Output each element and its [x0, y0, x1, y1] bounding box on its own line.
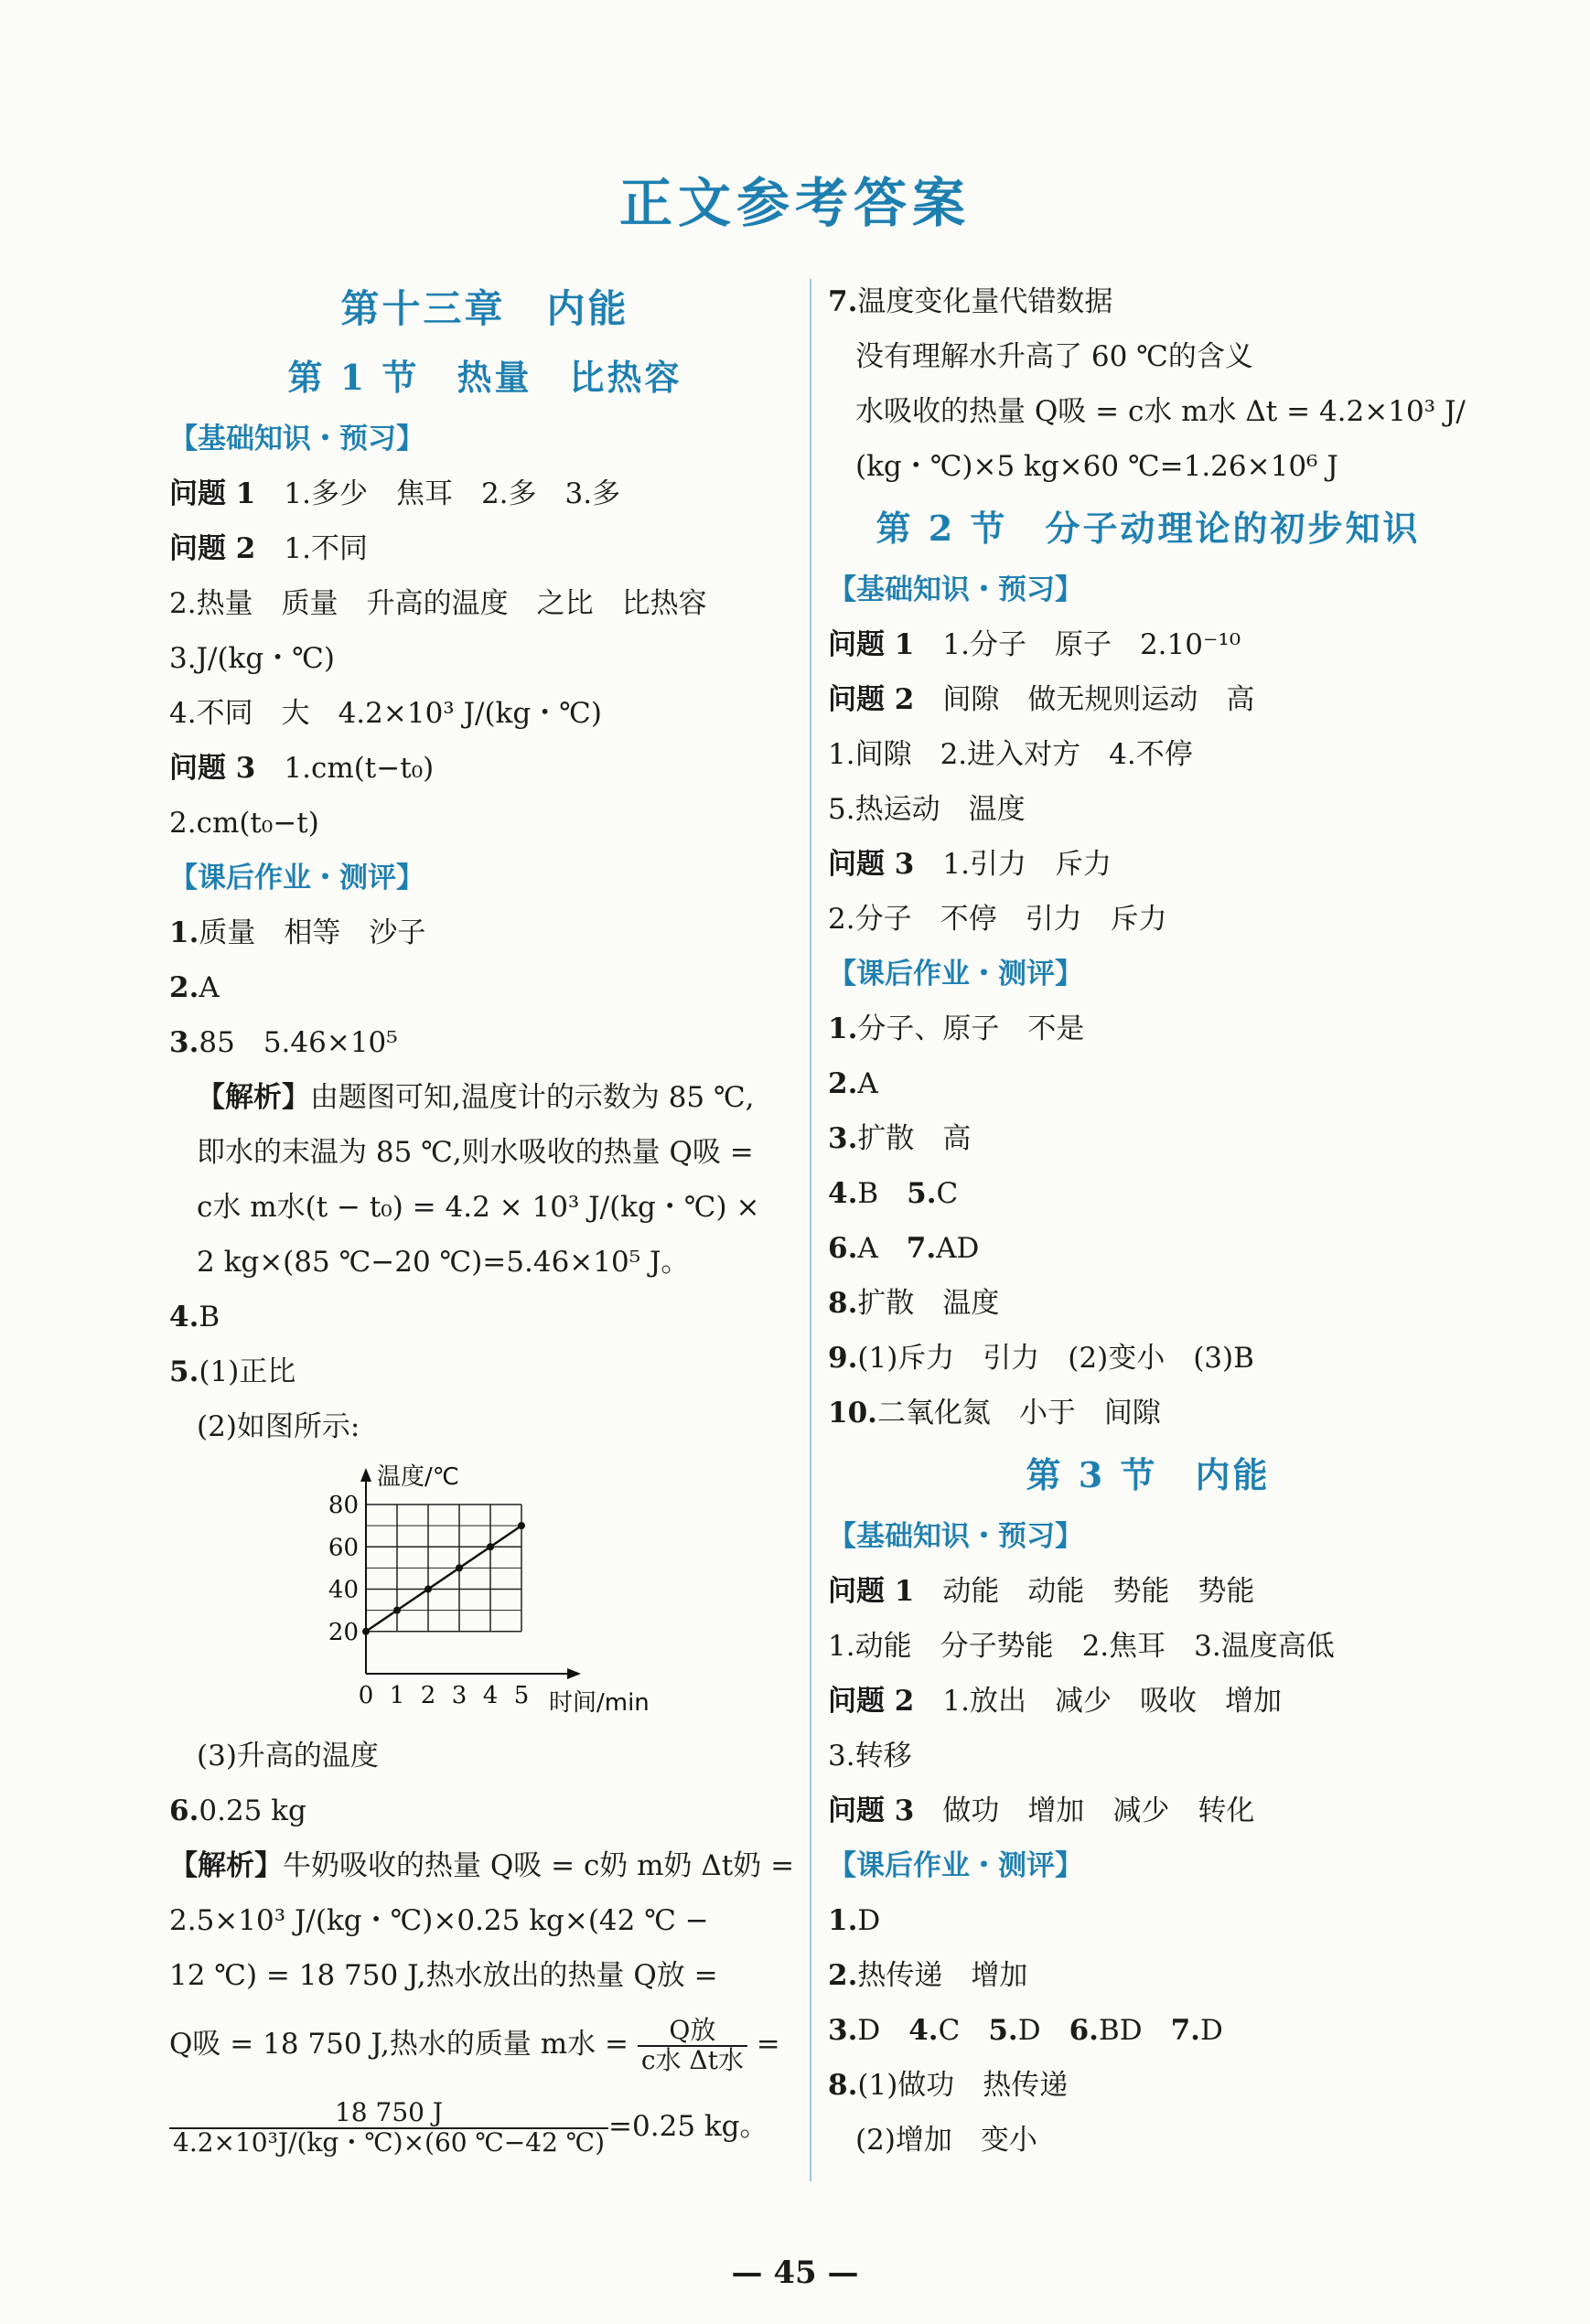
answer-text: B — [857, 1177, 879, 1210]
answer-number: 6. — [169, 1794, 199, 1827]
question-label: 问题 1 — [169, 477, 256, 510]
answer-number: 2. — [828, 1959, 858, 1992]
answer-line — [828, 1221, 1468, 1276]
answer-line: (2)增加 变小 — [855, 2124, 1037, 2157]
question-label: 问题 2 — [169, 532, 256, 565]
question-label: 问题 1 — [828, 1575, 915, 1608]
answer-line — [169, 1015, 800, 1070]
answer-number: 7. — [1170, 2014, 1200, 2047]
answer-line: 3.转移 — [828, 1740, 912, 1772]
answer-text: 间隙 做无规则运动 高 — [942, 683, 1255, 716]
answer-number: 1. — [828, 1012, 858, 1045]
answer-text: D — [1199, 2014, 1223, 2047]
equals-sign: = — [756, 2028, 780, 2061]
answer-line: 没有理解水升高了 60 ℃的含义 — [855, 340, 1253, 373]
answer-text: D — [1017, 2014, 1041, 2047]
section-title: 第 3 节 内能 — [1026, 1454, 1271, 1495]
series-line — [366, 1526, 521, 1632]
answer-text: B — [199, 1301, 220, 1333]
result-text: =0.25 kg。 — [608, 2110, 768, 2143]
explanation-label: 【解析】 — [197, 1081, 310, 1114]
answer-line — [169, 905, 800, 960]
answer-line — [828, 274, 1468, 329]
question-label: 问题 2 — [828, 683, 915, 716]
answer-line — [828, 1893, 1468, 1948]
answer-line: (3)升高的温度 — [197, 1740, 379, 1772]
temperature-chart — [169, 1454, 800, 1729]
answer-text: 1.放出 减少 吸收 增加 — [942, 1685, 1282, 1718]
fraction — [638, 2014, 747, 2075]
answer-number: 4. — [169, 1301, 199, 1333]
answer-text: C — [938, 2014, 961, 2047]
answer-line — [828, 1111, 1468, 1166]
answer-number: 5. — [988, 2014, 1018, 2047]
answer-number: 2. — [828, 1067, 858, 1100]
answer-line — [828, 2003, 1468, 2058]
answer-number: 4. — [828, 1177, 858, 1210]
answer-line: 1.间隙 2.进入对方 4.不停 — [828, 738, 1193, 771]
explanation-line: 2.5×10³ J/(kg・℃)×0.25 kg×(42 ℃ − — [169, 1904, 709, 1937]
question-label: 问题 2 — [828, 1685, 915, 1718]
answer-number: 3. — [828, 2014, 858, 2047]
answer-text: (1)做功 热传递 — [857, 2069, 1069, 2102]
answer-text: D — [857, 2014, 881, 2047]
answer-text: 热传递 增加 — [857, 1959, 1028, 1992]
chart-svg — [169, 1454, 800, 1729]
answer-text: BD — [1098, 2014, 1143, 2047]
answer-number: 6. — [828, 1232, 858, 1265]
y-axis-label: 温度/℃ — [377, 1463, 459, 1491]
explanation-line — [169, 1070, 800, 1125]
x-axis-label: 时间/min — [549, 1689, 650, 1717]
answer-line — [828, 837, 1468, 892]
answer-line — [828, 1948, 1468, 2003]
answer-line: 水吸收的热量 Q吸 = c水 m水 Δt = 4.2×10³ J/ — [855, 395, 1466, 428]
answer-line — [828, 1166, 1468, 1221]
answer-number: 7. — [906, 1232, 937, 1265]
left-column — [169, 274, 800, 2168]
answer-line — [169, 960, 800, 1015]
answer-text: 二氧化氮 小于 间隙 — [876, 1397, 1161, 1430]
basic-knowledge-tag: 【基础知识・预习】 — [828, 1520, 1083, 1553]
homework-tag: 【课后作业・测评】 — [169, 862, 424, 894]
column-divider — [810, 279, 811, 2181]
answer-text: 温度变化量代错数据 — [857, 285, 1113, 318]
answer-number: 1. — [169, 916, 199, 949]
basic-knowledge-tag: 【基础知识・预习】 — [828, 573, 1083, 606]
data-point — [487, 1543, 494, 1550]
data-point — [393, 1607, 401, 1614]
x-tick-label: 5 — [513, 1682, 530, 1709]
answer-text: 动能 动能 势能 势能 — [942, 1575, 1255, 1608]
x-tick-label: 2 — [420, 1682, 436, 1709]
answer-line: 5.热运动 温度 — [828, 793, 1026, 826]
answer-text: A — [199, 971, 220, 1004]
x-tick-label: 3 — [451, 1682, 467, 1709]
answer-line — [828, 1276, 1468, 1331]
y-tick-label: 20 — [328, 1618, 359, 1646]
answer-number: 9. — [828, 1342, 858, 1375]
answer-line — [828, 1386, 1468, 1440]
answer-line: (2)如图所示: — [197, 1410, 360, 1443]
explanation-line: 2 kg×(85 ℃−20 ℃)=5.46×10⁵ J。 — [197, 1246, 690, 1279]
explanation-label: 【解析】 — [169, 1849, 283, 1882]
right-column — [828, 274, 1468, 2168]
answer-line: 2.热量 质量 升高的温度 之比 比热容 — [169, 587, 707, 620]
answer-text: 85 5.46×10⁵ — [199, 1026, 398, 1059]
homework-tag: 【课后作业・测评】 — [828, 1849, 1083, 1882]
answer-text: 分子、原子 不是 — [857, 1012, 1085, 1045]
answer-text: 质量 相等 沙子 — [199, 916, 426, 949]
x-tick-label: 1 — [389, 1682, 405, 1709]
homework-tag: 【课后作业・测评】 — [828, 958, 1083, 991]
answer-line — [169, 466, 800, 521]
answer-text: AD — [936, 1232, 980, 1265]
answer-text: 1.引力 斥力 — [942, 848, 1112, 881]
answer-line — [169, 1344, 800, 1399]
answer-line — [828, 672, 1468, 727]
answer-text: 1.分子 原子 2.10⁻¹⁰ — [942, 628, 1241, 661]
answer-text: 做功 增加 减少 转化 — [942, 1794, 1255, 1827]
answer-line — [828, 1331, 1468, 1386]
fraction — [169, 2096, 608, 2158]
data-point — [518, 1522, 525, 1529]
answer-line: 2.cm(t₀−t) — [169, 807, 319, 840]
answer-text: C — [936, 1177, 959, 1210]
data-point — [362, 1628, 370, 1635]
answer-line — [828, 1783, 1468, 1838]
answer-line: 2.分子 不停 引力 斥力 — [828, 903, 1167, 936]
data-point — [424, 1586, 432, 1593]
answer-line — [169, 1290, 800, 1344]
answer-line — [828, 2058, 1468, 2113]
answer-number: 6. — [1069, 2014, 1099, 2047]
fraction-denominator: 4.2×10³J/(kg・℃)×(60 ℃−42 ℃) — [173, 2126, 606, 2158]
question-label: 问题 3 — [169, 752, 256, 785]
answer-text: A — [857, 1067, 878, 1100]
answer-line: 4.不同 大 4.2×10³ J/(kg・℃) — [169, 697, 602, 730]
answer-line — [169, 521, 800, 576]
answer-line: 3.J/(kg・℃) — [169, 642, 335, 675]
fraction-numerator: Q放 — [638, 2017, 747, 2047]
answer-line — [828, 1564, 1468, 1619]
chapter-title: 第十三章 内能 — [340, 286, 629, 331]
answer-line — [169, 741, 800, 796]
answer-text: (1)斥力 引力 (2)变小 (3)B — [857, 1342, 1254, 1375]
answer-number: 7. — [828, 285, 858, 318]
answer-line — [828, 1001, 1468, 1056]
y-tick-label: 40 — [328, 1576, 359, 1604]
answer-number: 4. — [908, 2014, 939, 2047]
question-label: 问题 1 — [828, 628, 915, 661]
answer-number: 5. — [907, 1177, 937, 1210]
answer-number: 5. — [169, 1355, 199, 1388]
x-axis-arrow — [567, 1668, 581, 1679]
page-title: 正文参考答案 — [618, 172, 971, 234]
question-label: 问题 3 — [828, 1794, 915, 1827]
data-point — [456, 1564, 463, 1571]
answer-text: A — [857, 1232, 878, 1265]
answer-number: 1. — [828, 1904, 858, 1937]
explanation-line — [169, 2003, 800, 2085]
answer-text: D — [857, 1904, 881, 1937]
answer-line: (kg・℃)×5 kg×60 ℃=1.26×10⁶ J — [855, 450, 1338, 483]
y-axis-arrow — [360, 1468, 371, 1482]
basic-knowledge-tag: 【基础知识・预习】 — [169, 423, 424, 455]
explanation-line — [169, 1838, 800, 1893]
page-number: — 45 — — [731, 2254, 859, 2291]
y-tick-label: 80 — [328, 1492, 359, 1519]
x-tick-label: 0 — [358, 1682, 374, 1709]
section-title: 第 2 节 分子动理论的初步知识 — [876, 508, 1421, 549]
answer-number: 3. — [828, 1122, 858, 1155]
explanation-text: 由题图可知,温度计的示数为 85 ℃, — [310, 1081, 755, 1114]
answer-text: 1.不同 — [284, 532, 368, 565]
explanation-line: 即水的末温为 85 ℃,则水吸收的热量 Q吸 = — [197, 1136, 754, 1169]
explanation-text: 牛奶吸收的热量 Q吸 = c奶 m奶 Δt奶 = — [283, 1849, 795, 1882]
answer-text: 扩散 温度 — [857, 1287, 1000, 1320]
answer-text: 扩散 高 — [857, 1122, 972, 1155]
answer-line — [169, 1783, 800, 1838]
answer-number: 8. — [828, 2069, 858, 2102]
answer-text: 0.25 kg — [199, 1794, 306, 1827]
explanation-line — [169, 2085, 800, 2168]
answer-text: (1)正比 — [199, 1355, 296, 1388]
answer-number: 3. — [169, 1026, 199, 1059]
answer-line — [828, 1056, 1468, 1111]
y-tick-label: 60 — [328, 1534, 359, 1562]
fraction-numerator: 18 750 J — [169, 2099, 608, 2129]
answer-number: 8. — [828, 1287, 858, 1320]
answer-number: 2. — [169, 971, 199, 1004]
answer-line — [828, 1674, 1468, 1729]
answer-line — [828, 617, 1468, 672]
answer-number: 10. — [828, 1397, 877, 1430]
answer-text: 1.cm(t−t₀) — [284, 752, 435, 785]
answer-text: 1.多少 焦耳 2.多 3.多 — [284, 477, 621, 510]
explanation-text: Q吸 = 18 750 J,热水的质量 m水 = — [169, 2028, 628, 2061]
explanation-line: c水 m水(t − t₀) = 4.2 × 10³ J/(kg・℃) × — [197, 1191, 760, 1224]
answer-line: 1.动能 分子势能 2.焦耳 3.温度高低 — [828, 1630, 1335, 1663]
question-label: 问题 3 — [828, 848, 915, 881]
fraction-denominator: c水 Δt水 — [640, 2044, 744, 2075]
section-title: 第 1 节 热量 比热容 — [287, 357, 682, 398]
explanation-line: 12 ℃) = 18 750 J,热水放出的热量 Q放 = — [169, 1959, 718, 1992]
x-tick-label: 4 — [482, 1682, 499, 1709]
